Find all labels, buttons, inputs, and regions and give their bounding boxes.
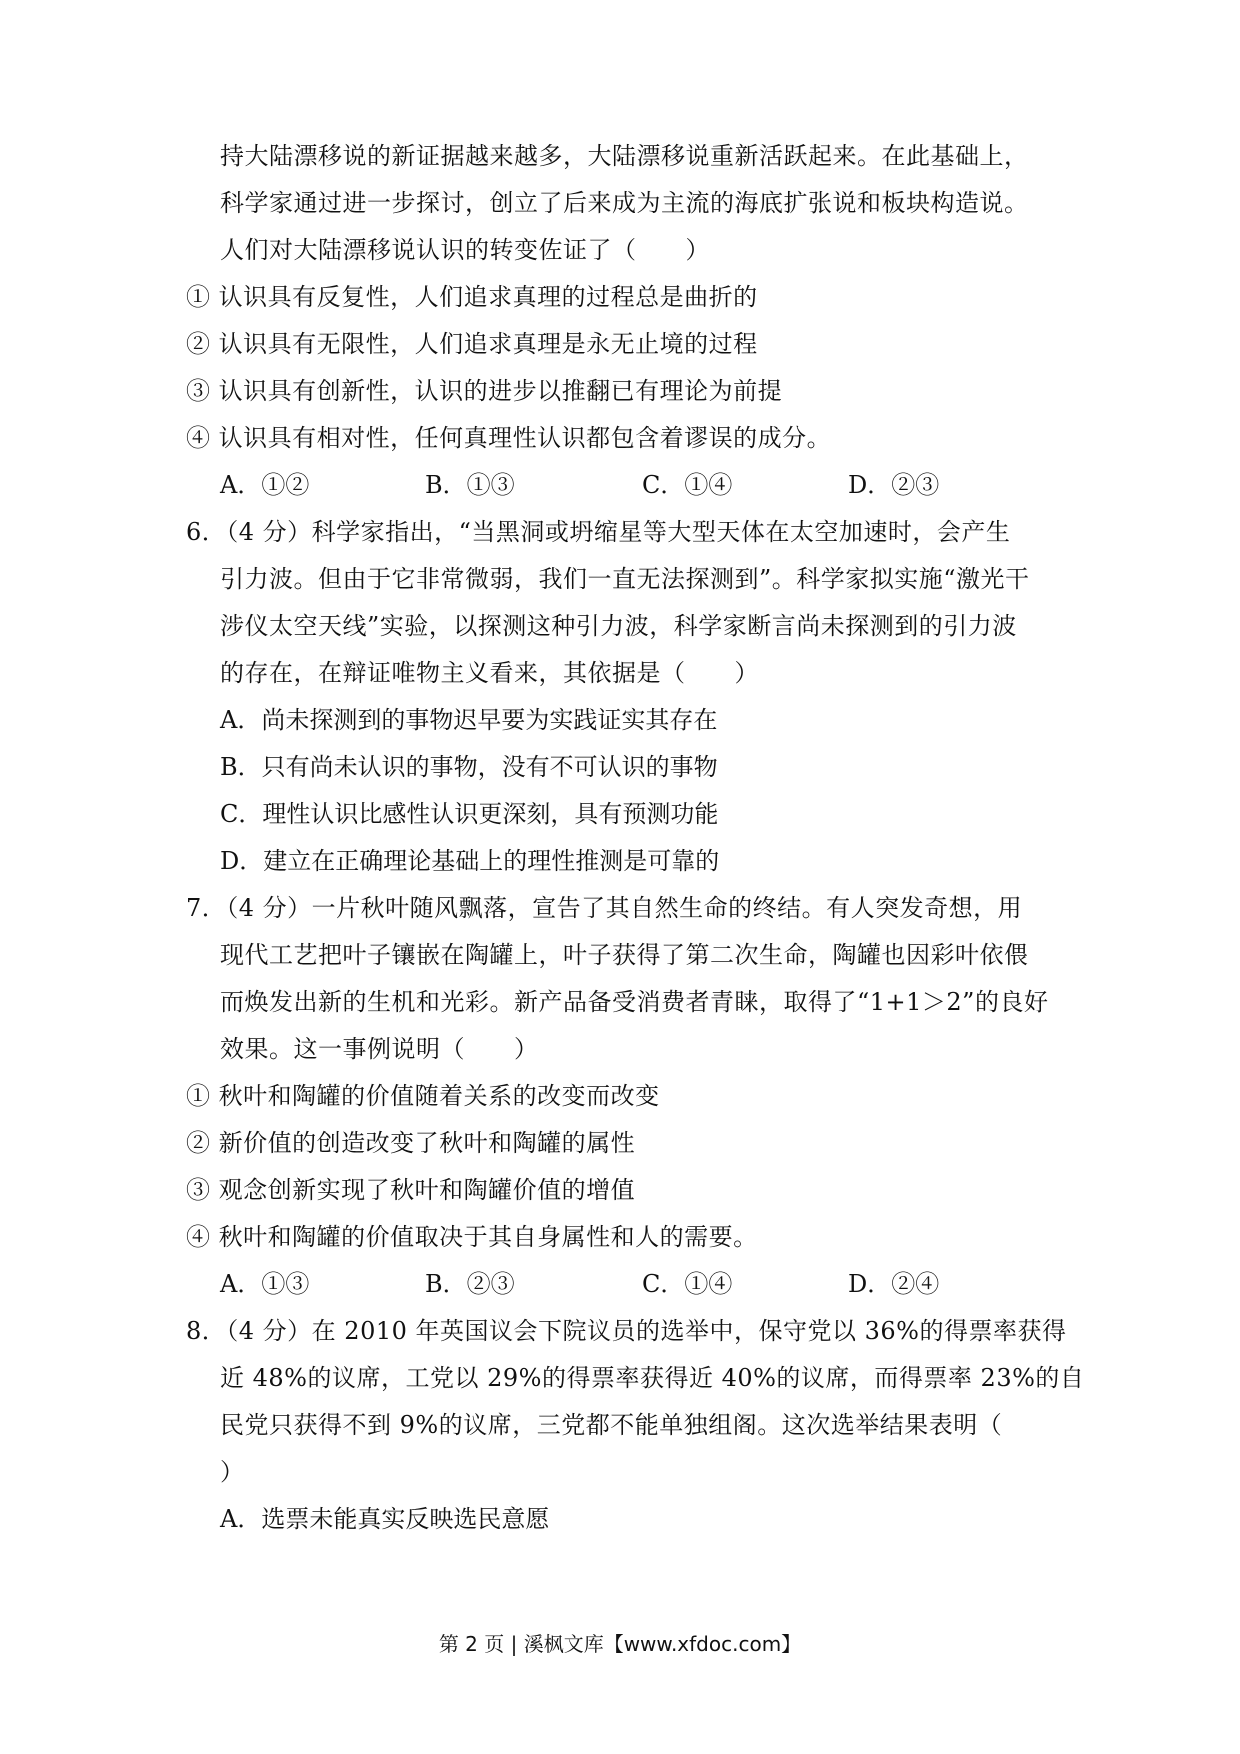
- q6-option-a: A．尚未探测到的事物迟早要为实践证实其存在: [220, 706, 718, 734]
- q7-statement-4: ④ 秋叶和陶罐的价值取决于其自身属性和人的需要。: [186, 1223, 758, 1251]
- q8-stem-line-4: ）: [220, 1458, 245, 1486]
- q7-stem-line-3: 而焕发出新的生机和光彩。新产品备受消费者青睐，取得了“1+1＞2”的良好: [220, 988, 1049, 1016]
- q7-option-c: C．①④: [642, 1270, 733, 1298]
- q7-stem-line-2: 现代工艺把叶子镶嵌在陶罐上，叶子获得了第二次生命，陶罐也因彩叶依偎: [220, 941, 1029, 969]
- q5-statement-4: ④ 认识具有相对性，任何真理性认识都包含着谬误的成分。: [186, 424, 832, 452]
- page-footer: 第 2 页 | 溪枫文库【www.xfdoc.com】: [438, 1632, 802, 1656]
- q6-option-c: C．理性认识比感性认识更深刻，具有预测功能: [220, 800, 719, 828]
- q5-statement-2: ② 认识具有无限性，人们追求真理是永无止境的过程: [186, 330, 758, 358]
- q5-option-c: C．①④: [642, 471, 733, 499]
- q8-option-a: A．选票未能真实反映选民意愿: [220, 1505, 550, 1533]
- q5-option-d: D．②③: [848, 471, 940, 499]
- q5-statement-3: ③ 认识具有创新性，认识的进步以推翻已有理论为前提: [186, 377, 783, 405]
- q8-stem-line-2: 近 48%的议席，工党以 29%的得票率获得近 40%的议席，而得票率 23%的自: [220, 1364, 1085, 1392]
- q6-stem-line-2: 引力波。但由于它非常微弱，我们一直无法探测到”。科学家拟实施“激光干: [220, 565, 1030, 593]
- q7-option-b: B．②③: [425, 1270, 515, 1298]
- q5-option-a: A．①②: [220, 471, 310, 499]
- q6-stem-line-1: 6．（4 分）科学家指出，“当黑洞或坍缩星等大型天体在太空加速时，会产生: [186, 518, 1011, 546]
- q5-stem-line-1: 持大陆漂移说的新证据越来越多，大陆漂移说重新活跃起来。在此基础上，: [220, 142, 1029, 170]
- q6-option-d: D．建立在正确理论基础上的理性推测是可靠的: [220, 847, 720, 875]
- q7-stem-line-1: 7．（4 分）一片秋叶随风飘落，宣告了其自然生命的终结。有人突发奇想，用: [186, 894, 1023, 922]
- q5-statement-1: ① 认识具有反复性，人们追求真理的过程总是曲折的: [186, 283, 758, 311]
- q7-statement-3: ③ 观念创新实现了秋叶和陶罐价值的增值: [186, 1176, 636, 1204]
- q5-option-b: B．①③: [425, 471, 515, 499]
- q8-stem-line-3: 民党只获得不到 9%的议席，三党都不能单独组阁。这次选举结果表明（: [220, 1411, 1003, 1439]
- q7-option-d: D．②④: [848, 1270, 940, 1298]
- q7-stem-line-4: 效果。这一事例说明（ ）: [220, 1035, 539, 1063]
- q6-stem-line-4: 的存在，在辩证唯物主义看来，其依据是（ ）: [220, 659, 759, 687]
- q7-statement-2: ② 新价值的创造改变了秋叶和陶罐的属性: [186, 1129, 636, 1157]
- q6-stem-line-3: 涉仪太空天线”实验，以探测这种引力波，科学家断言尚未探测到的引力波: [220, 612, 1017, 640]
- q5-stem-line-2: 科学家通过进一步探讨，创立了后来成为主流的海底扩张说和板块构造说。: [220, 189, 1029, 217]
- q7-statement-1: ① 秋叶和陶罐的价值随着关系的改变而改变: [186, 1082, 660, 1110]
- q7-option-a: A．①③: [220, 1270, 310, 1298]
- q5-stem-line-3: 人们对大陆漂移说认识的转变佐证了（ ）: [220, 236, 710, 264]
- q6-option-b: B．只有尚未认识的事物，没有不可认识的事物: [220, 753, 718, 781]
- q8-stem-line-1: 8．（4 分）在 2010 年英国议会下院议员的选举中，保守党以 36%的得票率获得: [186, 1317, 1067, 1345]
